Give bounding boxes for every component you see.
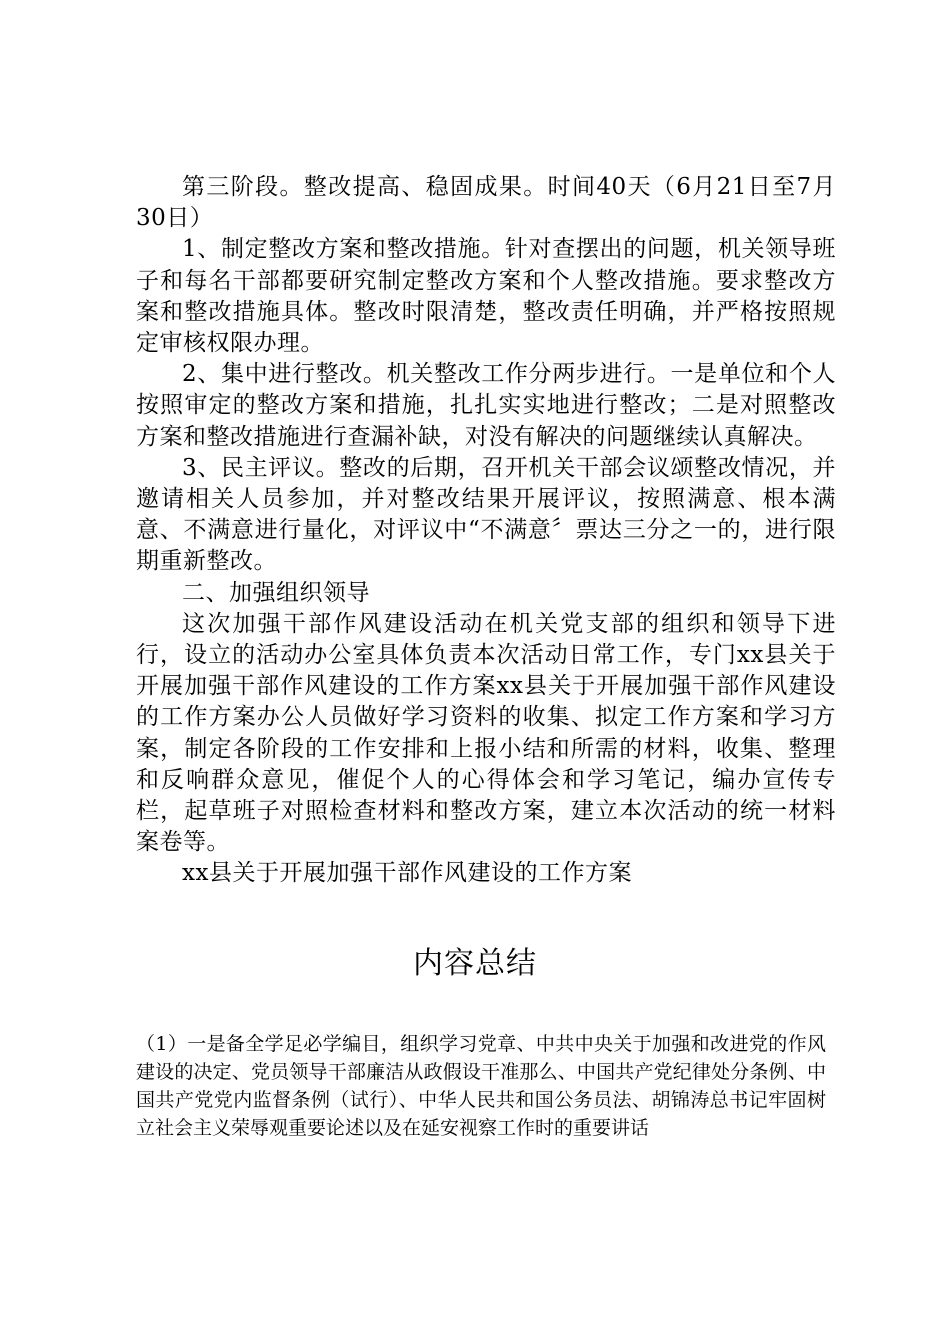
summary-title: 内容总结	[413, 946, 537, 981]
document-body	[136, 172, 836, 890]
summary-body	[136, 1030, 826, 1142]
paragraph-stage-three: 第三阶段。整改提高、稳固成果。时间40天（6月21日至7月30日）	[136, 174, 836, 232]
paragraph-item-3: 3、民主评议。整改的后期，召开机关干部会议颂整改情况，并邀请相关人员参加，并对整改结果开展评议，按照满意、根本满意、不满意进行量化，对评议中“不满意〞票达三分之一的，进行限期重新整改。	[136, 454, 836, 575]
section-heading-organization: 二、加强组织领导	[182, 579, 370, 606]
paragraph-item-1: 1、制定整改方案和整改措施。针对查摆出的问题，机关领导班子和每名干部都要研究制定整改方案和个人整改措施。要求整改方案和整改措施具体。整改时限清楚，整改责任明确，并严格按照规定审核权限办理。	[136, 236, 836, 357]
paragraph-item-2: 2、集中进行整改。机关整改工作分两步进行。一是单位和个人按照审定的整改方案和措施，扎扎实实地进行整改；二是对照整改方案和整改措施进行查漏补缺，对没有解决的问题继续认真解决。	[136, 361, 836, 450]
summary-paragraph: （1）一是备全学足必学编目，组织学习党章、中共中央关于加强和改进党的作风建设的决定、党员领导干部廉洁从政假设干准那么、中国共产党纪律处分条例、中国共产党党内监督条例（试行）、中华人民共和国公务员法、胡锦涛总书记牢固树立社会主义荣辱观重要论述以及在延安视察工作时的重要讲话	[136, 1033, 826, 1139]
paragraph-organization: 这次加强干部作风建设活动在机关党支部的组织和领导下进行，设立的活动办公室具体负责本次活动日常工作，专门xx县关于开展加强干部作风建设的工作方案xx县关于开展加强干部作风建设的工作方案办公人员做好学习资料的收集、拟定工作方案和学习方案，制定各阶段的工作安排和上报小结和所需的材料，收集、整理和反响群众意见，催促个人的心得体会和学习笔记，编办宣传专栏，起草班子对照检查材料和整改方案，建立本次活动的统一材料案卷等。	[136, 610, 836, 856]
paragraph-closing-title: xx县关于开展加强干部作风建设的工作方案	[182, 860, 632, 887]
